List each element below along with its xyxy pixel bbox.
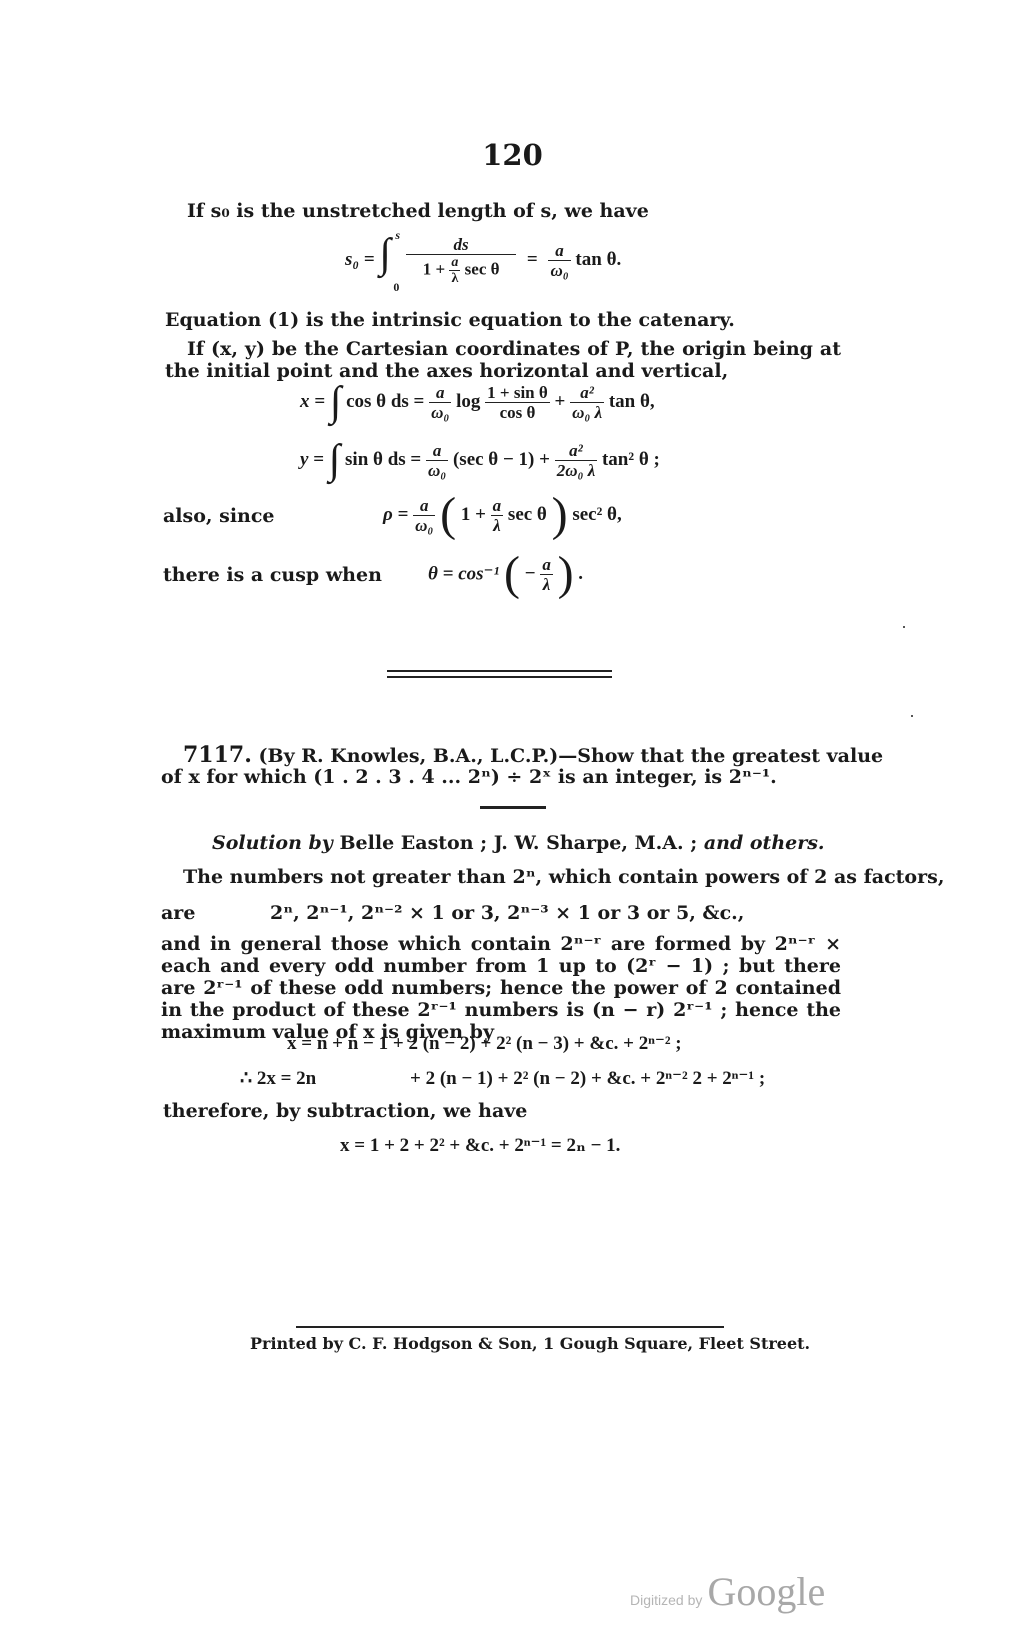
solution-names: Belle Easton ; J. W. Sharpe, M.A. ; (339, 832, 698, 854)
separator-rule-bottom (387, 676, 612, 678)
eq-y-integrand: sin θ ds = (345, 449, 422, 470)
eq-rho-f2-num: a (492, 495, 502, 515)
eq-y-f2-num: a² (555, 441, 598, 461)
equation-cusp (428, 547, 584, 600)
solution-heading (212, 832, 825, 854)
eq-cusp-tail: . (578, 563, 584, 584)
eq-s0-rhs-den: ω₀ (550, 260, 569, 280)
problem-text-2: of x for which (1 . 2 . 3 . 4 ... 2ⁿ) ÷ 2ˣ is an integer, is 2ⁿ⁻¹. (161, 766, 777, 788)
eq-rho-lhs: ρ = (383, 504, 409, 525)
equation-y (300, 437, 660, 483)
eq-cusp-frac (540, 555, 553, 594)
eq-rho-frac1 (413, 496, 435, 535)
eq-s0-rhs-num: a (548, 241, 570, 261)
eq-cusp-minus: − (524, 563, 536, 584)
eq-y-mid: (sec θ − 1) + (452, 449, 550, 470)
printer-footer: Printed by C. F. Hodgson & Son, 1 Gough Square, Fleet Street. (250, 1334, 811, 1353)
solution-line-1: The numbers not greater than 2ⁿ, which contain powers of 2 as factors, (183, 866, 945, 888)
google-watermark (630, 1568, 825, 1615)
eq-y-lhs: y = (300, 449, 325, 470)
eq-x-lhs: x = (300, 391, 326, 412)
eq-x-frac1 (429, 383, 451, 422)
page-number: 120 (482, 138, 543, 172)
eq-x-f2-num: 1 + sin θ (487, 382, 548, 402)
eq-s0-lhs: s₀ = (345, 249, 375, 270)
eq-x-f3-num: a² (570, 383, 604, 403)
equation-s0 (345, 228, 622, 294)
right-paren-icon: ) (551, 488, 568, 541)
eq-s0-equals: = (526, 249, 538, 270)
left-paren-icon: ( (440, 488, 457, 541)
eq-x-tail: tan θ, (608, 391, 655, 412)
eq-s0-den-prefix: 1 + (422, 258, 446, 278)
eq-rho-inner-prefix: 1 + (460, 504, 486, 525)
are-list: 2ⁿ, 2ⁿ⁻¹, 2ⁿ⁻² × 1 or 3, 2ⁿ⁻³ × 1 or 3 or 5, &c., (270, 902, 745, 924)
eq-s0-rhs-tail: tan θ. (575, 249, 622, 270)
eq-rho-f2-den: λ (493, 515, 501, 535)
scan-speck (903, 626, 905, 628)
eq-cusp-f-den: λ (542, 574, 551, 594)
eq-x-plus: + (554, 391, 566, 412)
integral-sign-icon: ∫ (329, 379, 342, 425)
problem-number: 7117. (183, 742, 252, 768)
eq-x-frac3 (570, 383, 604, 422)
eq-s0-lower-limit: 0 (393, 280, 400, 294)
eq-rho-inner-suffix: sec θ (507, 504, 547, 525)
eq-y-frac2 (555, 441, 598, 480)
eq-y-frac1 (426, 441, 448, 480)
eq-y-f1-num: a (426, 441, 448, 461)
eq-cusp-lhs: θ = cos⁻¹ (428, 563, 500, 585)
also-since-text: also, since (163, 505, 275, 527)
google-logo: Google (707, 1569, 826, 1614)
solution-suffix: and others. (703, 832, 825, 854)
eq-x-f1-num: a (429, 383, 451, 403)
eq-rho-f1-num: a (413, 496, 435, 516)
integral-sign-icon: ∫ (379, 231, 391, 277)
solution-prefix: Solution by (212, 832, 333, 854)
eq-s0-rhs-fraction (548, 241, 570, 280)
equation-x (300, 379, 655, 425)
eq-rho-tail: sec² θ, (572, 504, 622, 525)
eq-cusp-f-num: a (542, 554, 551, 574)
equation-rho (383, 488, 622, 541)
cartesian-text: If (x, y) be the Cartesian coordinates of P, the origin being at the initial point and the axes horizontal and vertical, (165, 338, 841, 382)
eq-s0-den (406, 255, 516, 286)
eq-y-f2-den: 2ω₀ λ (556, 460, 596, 480)
equation-result: x = 1 + 2 + 2² + &c. + 2ⁿ⁻¹ = 2ₙ − 1. (340, 1135, 621, 1156)
right-paren-icon: ) (557, 547, 574, 600)
eq-rho-frac2 (491, 496, 504, 535)
eq-y-f1-den: ω₀ (427, 460, 447, 480)
eq-rho-f1-den: ω₀ (415, 515, 434, 535)
problem-text-1: —Show that the greatest value (558, 745, 884, 767)
left-paren-icon: ( (504, 547, 520, 600)
eq-s0-den-a: a (451, 254, 459, 270)
eq-x-integrand: cos θ ds = (346, 391, 425, 412)
problem-line-1 (183, 744, 883, 767)
eq-s0-den-fraction (449, 255, 460, 286)
eq-s0-main-fraction (406, 235, 516, 286)
scan-speck (911, 715, 913, 717)
are-label: are (161, 902, 196, 924)
therefore-text: therefore, by subtraction, we have (163, 1100, 528, 1122)
eq-y-tail: tan² θ ; (601, 449, 660, 470)
separator-rule-top (387, 670, 612, 672)
intro-text: If s₀ is the unstretched length of s, we have (187, 200, 649, 222)
eq-s0-upper-limit: s (395, 228, 401, 242)
short-rule (480, 806, 546, 809)
equation-sum-1: x = n + n − 1 + 2 (n − 2) + 2² (n − 3) + &c. + 2ⁿ⁻² ; (287, 1033, 682, 1054)
solution-paragraph: and in general those which contain 2ⁿ⁻ʳ are formed by 2ⁿ⁻ʳ × each and every odd number from 1 up to (2ʳ − 1) ; but there are 2ʳ⁻¹ of these odd numbers; hence the power of 2 contained in the product of these 2ʳ⁻¹ numbers is (n − r) 2ʳ⁻¹ ; hence the maximum value of x is given by (161, 933, 841, 1043)
equation-sum-2-rhs: + 2 (n − 1) + 2² (n − 2) + &c. + 2ⁿ⁻² 2 + 2ⁿ⁻¹ ; (410, 1068, 766, 1089)
eq-s0-num: ds (406, 235, 516, 255)
digitized-by-text: Digitized by (630, 1592, 703, 1608)
equation1-text: Equation (1) is the intrinsic equation to the catenary. (165, 309, 735, 331)
eq-x-f1-den: ω₀ (431, 402, 450, 422)
eq-x-frac2 (485, 383, 550, 422)
footer-rule (296, 1326, 724, 1328)
eq-s0-den-lambda: λ (451, 270, 459, 286)
problem-author: (By R. Knowles, B.A., L.C.P.) (258, 745, 559, 767)
eq-x-log: log (456, 391, 481, 412)
eq-x-f2-den: cos θ (499, 402, 536, 422)
eq-s0-den-suffix: sec θ (464, 258, 500, 278)
cusp-text: there is a cusp when (163, 564, 382, 586)
equation-sum-2-lhs: ∴ 2x = 2n (240, 1068, 317, 1089)
integral-sign-icon: ∫ (328, 437, 341, 483)
eq-x-f3-den: ω₀ λ (572, 402, 603, 422)
